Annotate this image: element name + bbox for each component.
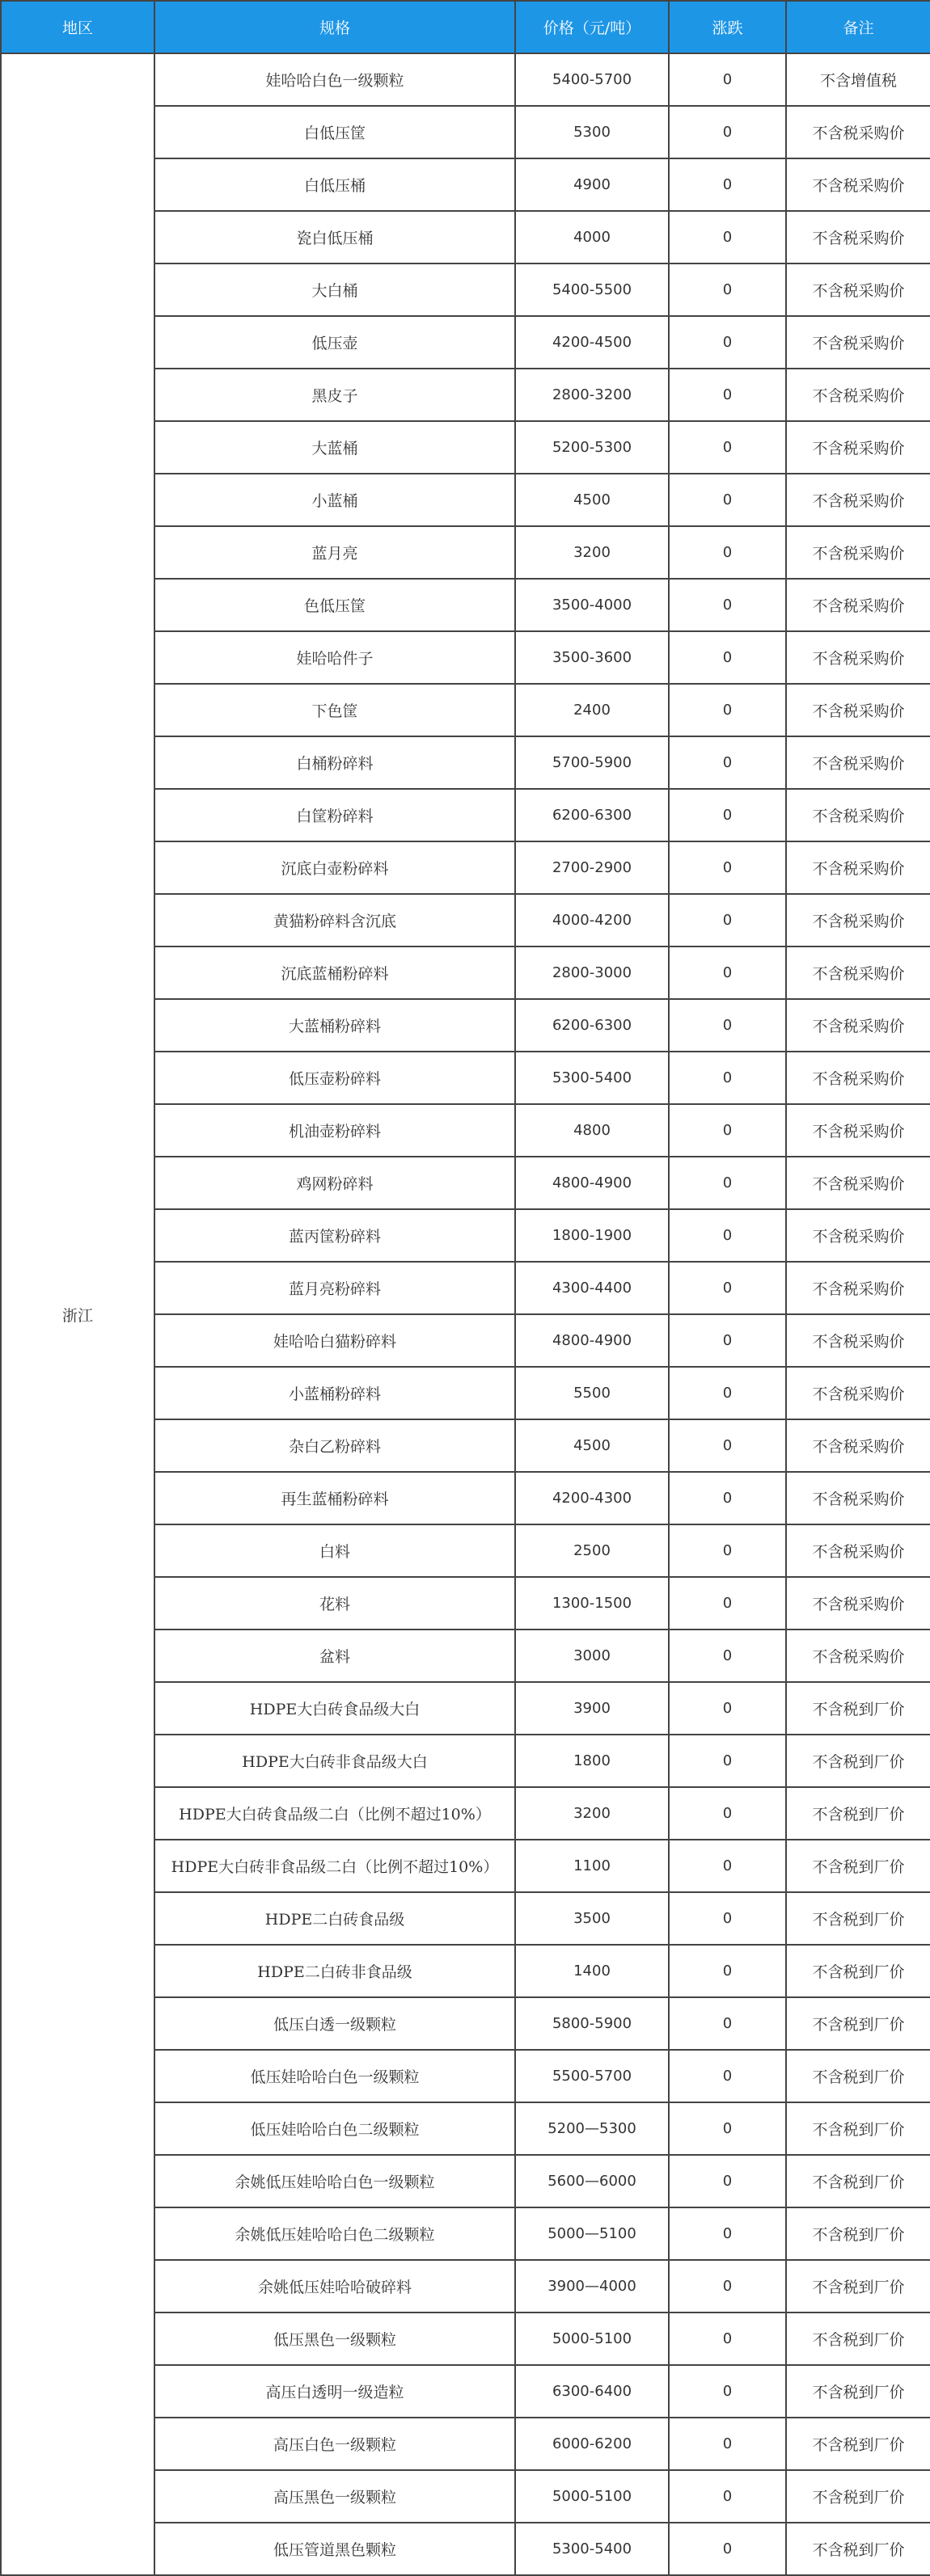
change-cell: 0 [669, 1157, 786, 1209]
price-cell: 2800-3200 [515, 369, 669, 421]
change-cell: 0 [669, 2102, 786, 2155]
note-cell: 不含税采购价 [786, 1262, 930, 1314]
change-cell: 0 [669, 1892, 786, 1945]
region-cell: 浙江 [1, 53, 154, 2575]
spec-cell: 小蓝桶 [154, 474, 515, 526]
change-cell: 0 [669, 2523, 786, 2575]
change-cell: 0 [669, 316, 786, 369]
change-cell: 0 [669, 2312, 786, 2365]
spec-cell: HDPE大白砖非食品级大白 [154, 1735, 515, 1787]
note-cell: 不含税采购价 [786, 1104, 930, 1157]
change-cell: 0 [669, 211, 786, 264]
change-cell: 0 [669, 1787, 786, 1840]
change-cell: 0 [669, 106, 786, 158]
spec-cell: 娃哈哈件子 [154, 631, 515, 684]
spec-cell: 余姚低压娃哈哈白色一级颗粒 [154, 2155, 515, 2207]
price-cell: 5000-5100 [515, 2312, 669, 2365]
price-cell: 5000-5100 [515, 2470, 669, 2523]
note-cell: 不含税到厂价 [786, 2050, 930, 2102]
note-cell: 不含税采购价 [786, 1577, 930, 1629]
spec-cell: 高压白透明一级造粒 [154, 2365, 515, 2418]
spec-cell: 余姚低压娃哈哈白色二级颗粒 [154, 2207, 515, 2260]
price-cell: 5300 [515, 106, 669, 158]
spec-cell: 高压白色一级颗粒 [154, 2418, 515, 2470]
price-cell: 4000 [515, 211, 669, 264]
price-cell: 5500 [515, 1367, 669, 1419]
change-cell: 0 [669, 1052, 786, 1104]
spec-cell: 再生蓝桶粉碎料 [154, 1472, 515, 1524]
price-cell: 4900 [515, 158, 669, 211]
price-cell: 4000-4200 [515, 894, 669, 947]
note-cell: 不含税到厂价 [786, 2523, 930, 2575]
note-cell: 不含税到厂价 [786, 1840, 930, 1892]
change-cell: 0 [669, 841, 786, 894]
price-cell: 1100 [515, 1840, 669, 1892]
note-cell: 不含税采购价 [786, 421, 930, 474]
note-cell: 不含税到厂价 [786, 1787, 930, 1840]
change-cell: 0 [669, 1682, 786, 1735]
note-cell: 不含税到厂价 [786, 1997, 930, 2050]
note-cell: 不含税采购价 [786, 1367, 930, 1419]
spec-cell: 低压娃哈哈白色一级颗粒 [154, 2050, 515, 2102]
change-cell: 0 [669, 1945, 786, 1997]
price-cell: 4500 [515, 474, 669, 526]
price-cell: 5800-5900 [515, 1997, 669, 2050]
note-cell: 不含税采购价 [786, 1419, 930, 1472]
note-cell: 不含税到厂价 [786, 2102, 930, 2155]
change-cell: 0 [669, 1367, 786, 1419]
note-cell: 不含税采购价 [786, 264, 930, 316]
table-header [1, 1, 930, 53]
change-cell: 0 [669, 684, 786, 736]
price-cell: 3500-4000 [515, 579, 669, 631]
note-cell: 不含税采购价 [786, 841, 930, 894]
change-cell: 0 [669, 789, 786, 841]
price-cell: 5300-5400 [515, 1052, 669, 1104]
note-cell: 不含税采购价 [786, 789, 930, 841]
spec-cell: 机油壶粉碎料 [154, 1104, 515, 1157]
change-cell: 0 [669, 1735, 786, 1787]
spec-cell: 大蓝桶 [154, 421, 515, 474]
price-cell: 3200 [515, 526, 669, 579]
change-cell: 0 [669, 1262, 786, 1314]
price-cell: 1800-1900 [515, 1209, 669, 1262]
header-region: 地区 [1, 1, 154, 53]
spec-cell: 白低压筐 [154, 106, 515, 158]
price-cell: 6200-6300 [515, 789, 669, 841]
spec-cell: 下色筐 [154, 684, 515, 736]
change-cell: 0 [669, 1840, 786, 1892]
change-cell: 0 [669, 1104, 786, 1157]
note-cell: 不含税采购价 [786, 684, 930, 736]
change-cell: 0 [669, 894, 786, 947]
change-cell: 0 [669, 2207, 786, 2260]
price-cell: 2500 [515, 1524, 669, 1577]
table-row [1, 53, 930, 106]
note-cell: 不含税采购价 [786, 106, 930, 158]
note-cell: 不含税到厂价 [786, 1735, 930, 1787]
spec-cell: 低压黑色一级颗粒 [154, 2312, 515, 2365]
note-cell: 不含税采购价 [786, 316, 930, 369]
spec-cell: 低压娃哈哈白色二级颗粒 [154, 2102, 515, 2155]
note-cell: 不含税到厂价 [786, 2418, 930, 2470]
price-cell: 6200-6300 [515, 999, 669, 1052]
spec-cell: 蓝月亮粉碎料 [154, 1262, 515, 1314]
spec-cell: 低压管道黑色颗粒 [154, 2523, 515, 2575]
note-cell: 不含税采购价 [786, 369, 930, 421]
note-cell: 不含税到厂价 [786, 2155, 930, 2207]
note-cell: 不含税采购价 [786, 526, 930, 579]
spec-cell: 蓝丙筐粉碎料 [154, 1209, 515, 1262]
change-cell: 0 [669, 1524, 786, 1577]
spec-cell: 沉底白壶粉碎料 [154, 841, 515, 894]
spec-cell: 娃哈哈白猫粉碎料 [154, 1314, 515, 1367]
note-cell: 不含税到厂价 [786, 2365, 930, 2418]
change-cell: 0 [669, 2365, 786, 2418]
price-cell: 5400-5500 [515, 264, 669, 316]
header-note: 备注 [786, 1, 930, 53]
price-cell: 3900—4000 [515, 2260, 669, 2312]
price-cell: 6000-6200 [515, 2418, 669, 2470]
note-cell: 不含税采购价 [786, 1157, 930, 1209]
price-cell: 3200 [515, 1787, 669, 1840]
spec-cell: HDPE大白砖食品级大白 [154, 1682, 515, 1735]
spec-cell: 娃哈哈白色一级颗粒 [154, 53, 515, 106]
spec-cell: 大蓝桶粉碎料 [154, 999, 515, 1052]
spec-cell: HDPE大白砖非食品级二白（比例不超过10%） [154, 1840, 515, 1892]
change-cell: 0 [669, 999, 786, 1052]
note-cell: 不含税到厂价 [786, 1682, 930, 1735]
change-cell: 0 [669, 2260, 786, 2312]
header-change: 涨跌 [669, 1, 786, 53]
price-cell: 5000—5100 [515, 2207, 669, 2260]
price-cell: 2700-2900 [515, 841, 669, 894]
spec-cell: HDPE二白砖食品级 [154, 1892, 515, 1945]
price-cell: 1400 [515, 1945, 669, 1997]
spec-cell: 低压白透一级颗粒 [154, 1997, 515, 2050]
price-cell: 3500 [515, 1892, 669, 1945]
spec-cell: 小蓝桶粉碎料 [154, 1367, 515, 1419]
note-cell: 不含税到厂价 [786, 1892, 930, 1945]
note-cell: 不含税采购价 [786, 999, 930, 1052]
price-cell: 5500-5700 [515, 2050, 669, 2102]
price-cell: 4300-4400 [515, 1262, 669, 1314]
header-price: 价格（元/吨） [515, 1, 669, 53]
spec-cell: 瓷白低压桶 [154, 211, 515, 264]
note-cell: 不含税采购价 [786, 1314, 930, 1367]
note-cell: 不含税到厂价 [786, 2470, 930, 2523]
spec-cell: 大白桶 [154, 264, 515, 316]
note-cell: 不含税采购价 [786, 947, 930, 999]
note-cell: 不含税采购价 [786, 736, 930, 789]
spec-cell: 花料 [154, 1577, 515, 1629]
note-cell: 不含税采购价 [786, 1209, 930, 1262]
spec-cell: 白桶粉碎料 [154, 736, 515, 789]
change-cell: 0 [669, 421, 786, 474]
table-body [1, 53, 930, 2575]
price-cell: 5200—5300 [515, 2102, 669, 2155]
change-cell: 0 [669, 158, 786, 211]
price-cell: 5400-5700 [515, 53, 669, 106]
price-cell: 1300-1500 [515, 1577, 669, 1629]
spec-cell: 余姚低压娃哈哈破碎料 [154, 2260, 515, 2312]
spec-cell: 鸡网粉碎料 [154, 1157, 515, 1209]
spec-cell: 白料 [154, 1524, 515, 1577]
price-cell: 4200-4500 [515, 316, 669, 369]
change-cell: 0 [669, 2418, 786, 2470]
price-cell: 5200-5300 [515, 421, 669, 474]
spec-cell: 白低压桶 [154, 158, 515, 211]
change-cell: 0 [669, 736, 786, 789]
change-cell: 0 [669, 264, 786, 316]
price-cell: 3500-3600 [515, 631, 669, 684]
spec-cell: 黑皮子 [154, 369, 515, 421]
spec-cell: 低压壶 [154, 316, 515, 369]
header-row [1, 1, 930, 53]
change-cell: 0 [669, 2155, 786, 2207]
note-cell: 不含税采购价 [786, 1629, 930, 1682]
change-cell: 0 [669, 474, 786, 526]
note-cell: 不含税到厂价 [786, 1945, 930, 1997]
note-cell: 不含税采购价 [786, 631, 930, 684]
change-cell: 0 [669, 1577, 786, 1629]
spec-cell: 低压壶粉碎料 [154, 1052, 515, 1104]
change-cell: 0 [669, 2050, 786, 2102]
spec-cell: 白筐粉碎料 [154, 789, 515, 841]
change-cell: 0 [669, 1314, 786, 1367]
price-cell: 5600—6000 [515, 2155, 669, 2207]
price-cell: 4800-4900 [515, 1314, 669, 1367]
change-cell: 0 [669, 1209, 786, 1262]
note-cell: 不含增值税 [786, 53, 930, 106]
header-spec: 规格 [154, 1, 515, 53]
note-cell: 不含税到厂价 [786, 2312, 930, 2365]
price-cell: 1800 [515, 1735, 669, 1787]
change-cell: 0 [669, 1997, 786, 2050]
note-cell: 不含税采购价 [786, 211, 930, 264]
spec-cell: HDPE二白砖非食品级 [154, 1945, 515, 1997]
price-cell: 4800-4900 [515, 1157, 669, 1209]
spec-cell: 色低压筐 [154, 579, 515, 631]
change-cell: 0 [669, 1419, 786, 1472]
change-cell: 0 [669, 2470, 786, 2523]
change-cell: 0 [669, 53, 786, 106]
note-cell: 不含税采购价 [786, 158, 930, 211]
spec-cell: HDPE大白砖食品级二白（比例不超过10%） [154, 1787, 515, 1840]
note-cell: 不含税采购价 [786, 474, 930, 526]
spec-cell: 杂白乙粉碎料 [154, 1419, 515, 1472]
note-cell: 不含税采购价 [786, 894, 930, 947]
change-cell: 0 [669, 579, 786, 631]
note-cell: 不含税采购价 [786, 1524, 930, 1577]
change-cell: 0 [669, 526, 786, 579]
note-cell: 不含税采购价 [786, 579, 930, 631]
change-cell: 0 [669, 369, 786, 421]
price-cell: 2400 [515, 684, 669, 736]
spec-cell: 沉底蓝桶粉碎料 [154, 947, 515, 999]
price-cell: 5700-5900 [515, 736, 669, 789]
price-cell: 4500 [515, 1419, 669, 1472]
price-cell: 4800 [515, 1104, 669, 1157]
price-cell: 6300-6400 [515, 2365, 669, 2418]
spec-cell: 黄猫粉碎料含沉底 [154, 894, 515, 947]
spec-cell: 高压黑色一级颗粒 [154, 2470, 515, 2523]
price-cell: 3900 [515, 1682, 669, 1735]
price-cell: 2800-3000 [515, 947, 669, 999]
change-cell: 0 [669, 631, 786, 684]
price-cell: 3000 [515, 1629, 669, 1682]
price-cell: 5300-5400 [515, 2523, 669, 2575]
note-cell: 不含税到厂价 [786, 2207, 930, 2260]
change-cell: 0 [669, 947, 786, 999]
spec-cell: 蓝月亮 [154, 526, 515, 579]
note-cell: 不含税采购价 [786, 1472, 930, 1524]
price-cell: 4200-4300 [515, 1472, 669, 1524]
note-cell: 不含税到厂价 [786, 2260, 930, 2312]
change-cell: 0 [669, 1629, 786, 1682]
note-cell: 不含税采购价 [786, 1052, 930, 1104]
spec-cell: 盆料 [154, 1629, 515, 1682]
change-cell: 0 [669, 1472, 786, 1524]
